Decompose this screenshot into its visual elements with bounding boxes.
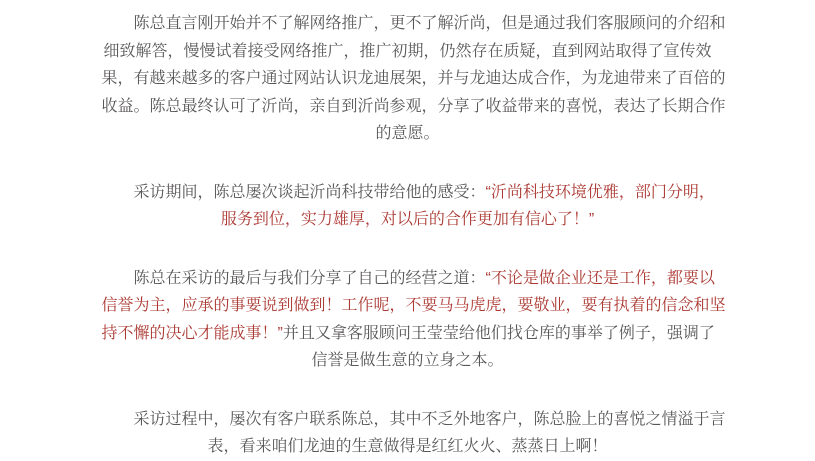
text-line <box>102 120 714 148</box>
text-segment: 收益。陈总最终认可了沂尚，亲自到沂尚参观，分享了收益带来的喜悦，表达了长期合作 <box>101 97 726 115</box>
quoted-text-segment: “不论是做企业还是工作，都要以 <box>485 269 715 287</box>
text-line <box>101 292 726 320</box>
text-segment: 陈总在采访的最后与我们分享了自己的经营之道： <box>101 269 486 287</box>
text-line <box>101 93 726 121</box>
quoted-text-segment: 服务到位，实力雄厚，对以后的合作更加有信心了！” <box>220 211 595 228</box>
text-segment: 并且又拿客服顾问王莹莹给他们找仓库的事举了例子，强调了 <box>282 324 715 342</box>
text-line <box>102 433 714 461</box>
text-line <box>101 406 726 434</box>
text-segment: 果，有越来越多的客户通过网站认识龙迪展架，并与龙迪达成合作，为龙迪带来了百倍的 <box>101 70 726 87</box>
quoted-text-segment: 信誉为主，应承的事要说到做到！工作呢，不要马马虎虎，要敬业，要有执着的信念和坚 <box>101 297 726 314</box>
text-segment: 采访过程中，屡次有客户联系陈总，其中不乏外地客户，陈总脸上的喜悦之情溢于言 <box>101 410 726 428</box>
article <box>101 10 726 461</box>
text-segment: 陈总直言刚开始并不了解网络推广，更不了解沂尚，但是通过我们客服顾问的介绍和 <box>101 15 726 32</box>
text-line <box>102 206 714 234</box>
paragraph <box>101 10 726 148</box>
text-line <box>102 265 714 293</box>
paragraph <box>101 265 726 375</box>
text-segment: 表，看来咱们龙迪的生意做得是红红火火、蒸蒸日上啊！ <box>207 438 608 455</box>
article-body <box>101 0 726 461</box>
text-line <box>102 320 714 348</box>
paragraph <box>102 179 714 234</box>
paragraph <box>101 406 726 461</box>
text-line <box>102 347 714 375</box>
text-segment: 细致解答，慢慢试着接受网络推广，推广初期，仍然存在质疑，直到网站取得了宣传效 <box>103 42 712 60</box>
text-line <box>101 65 726 93</box>
text-segment: 采访期间，陈总屡次谈起沂尚科技带给他的感受： <box>101 183 486 201</box>
quoted-text-segment: 持不懈的决心才能成事！” <box>101 324 283 342</box>
text-segment: 的意愿。 <box>375 125 440 142</box>
text-line <box>102 179 714 207</box>
text-segment: 信誉是做生意的立身之本。 <box>311 352 504 369</box>
quoted-text-segment: “沂尚科技环境优雅，部门分明， <box>485 183 715 201</box>
text-line <box>102 38 714 66</box>
text-line <box>101 10 726 38</box>
